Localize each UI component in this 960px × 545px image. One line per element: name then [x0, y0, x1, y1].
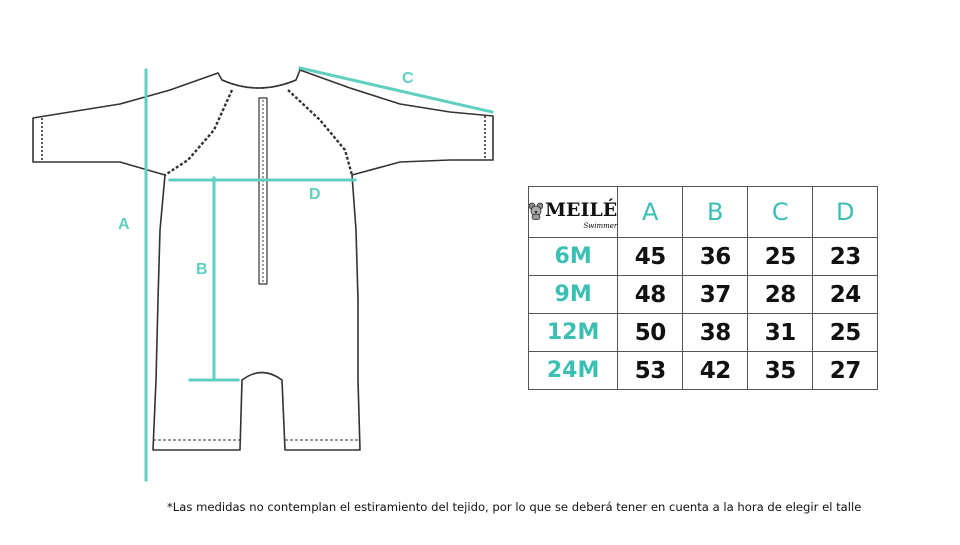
brand-name: MEILÉ [545, 199, 618, 221]
table-cell: 31 [748, 314, 813, 352]
table-cell: 48 [618, 276, 683, 314]
label-a: A [118, 216, 130, 233]
table-row [529, 352, 878, 390]
table-row [529, 276, 878, 314]
table-header-row [529, 187, 878, 238]
table-cell: 24 [813, 276, 878, 314]
table-cell: 25 [748, 238, 813, 276]
footnote: *Las medidas no contemplan el estiramiento del tejido, por lo que se deberá tener en cuenta a la hora de elegir el talle [167, 500, 862, 514]
column-header-b: B [683, 187, 748, 238]
table-cell: 36 [683, 238, 748, 276]
size-label: 9M [529, 276, 618, 314]
table-cell: 23 [813, 238, 878, 276]
label-b: B [196, 261, 208, 278]
label-c: C [402, 70, 414, 87]
column-header-c: C [748, 187, 813, 238]
table-cell: 37 [683, 276, 748, 314]
koala-icon [529, 198, 543, 226]
table-cell: 45 [618, 238, 683, 276]
column-header-a: A [618, 187, 683, 238]
table-cell: 42 [683, 352, 748, 390]
table-cell: 35 [748, 352, 813, 390]
table-cell: 38 [683, 314, 748, 352]
table-cell: 53 [618, 352, 683, 390]
brand-sub: Swimmer [583, 222, 618, 230]
table-cell: 28 [748, 276, 813, 314]
swimsuit-diagram [0, 0, 510, 500]
size-label: 24M [529, 352, 618, 390]
column-header-d: D [813, 187, 878, 238]
table-cell: 25 [813, 314, 878, 352]
size-table [528, 186, 878, 390]
swimsuit-outline [33, 70, 493, 450]
table-cell: 27 [813, 352, 878, 390]
brand-logo-cell [529, 187, 618, 238]
label-d: D [309, 186, 321, 203]
table-row [529, 314, 878, 352]
size-label: 6M [529, 238, 618, 276]
measure-line-c [300, 68, 492, 112]
table-cell: 50 [618, 314, 683, 352]
brand-logo [529, 194, 617, 230]
table-row [529, 238, 878, 276]
size-label: 12M [529, 314, 618, 352]
